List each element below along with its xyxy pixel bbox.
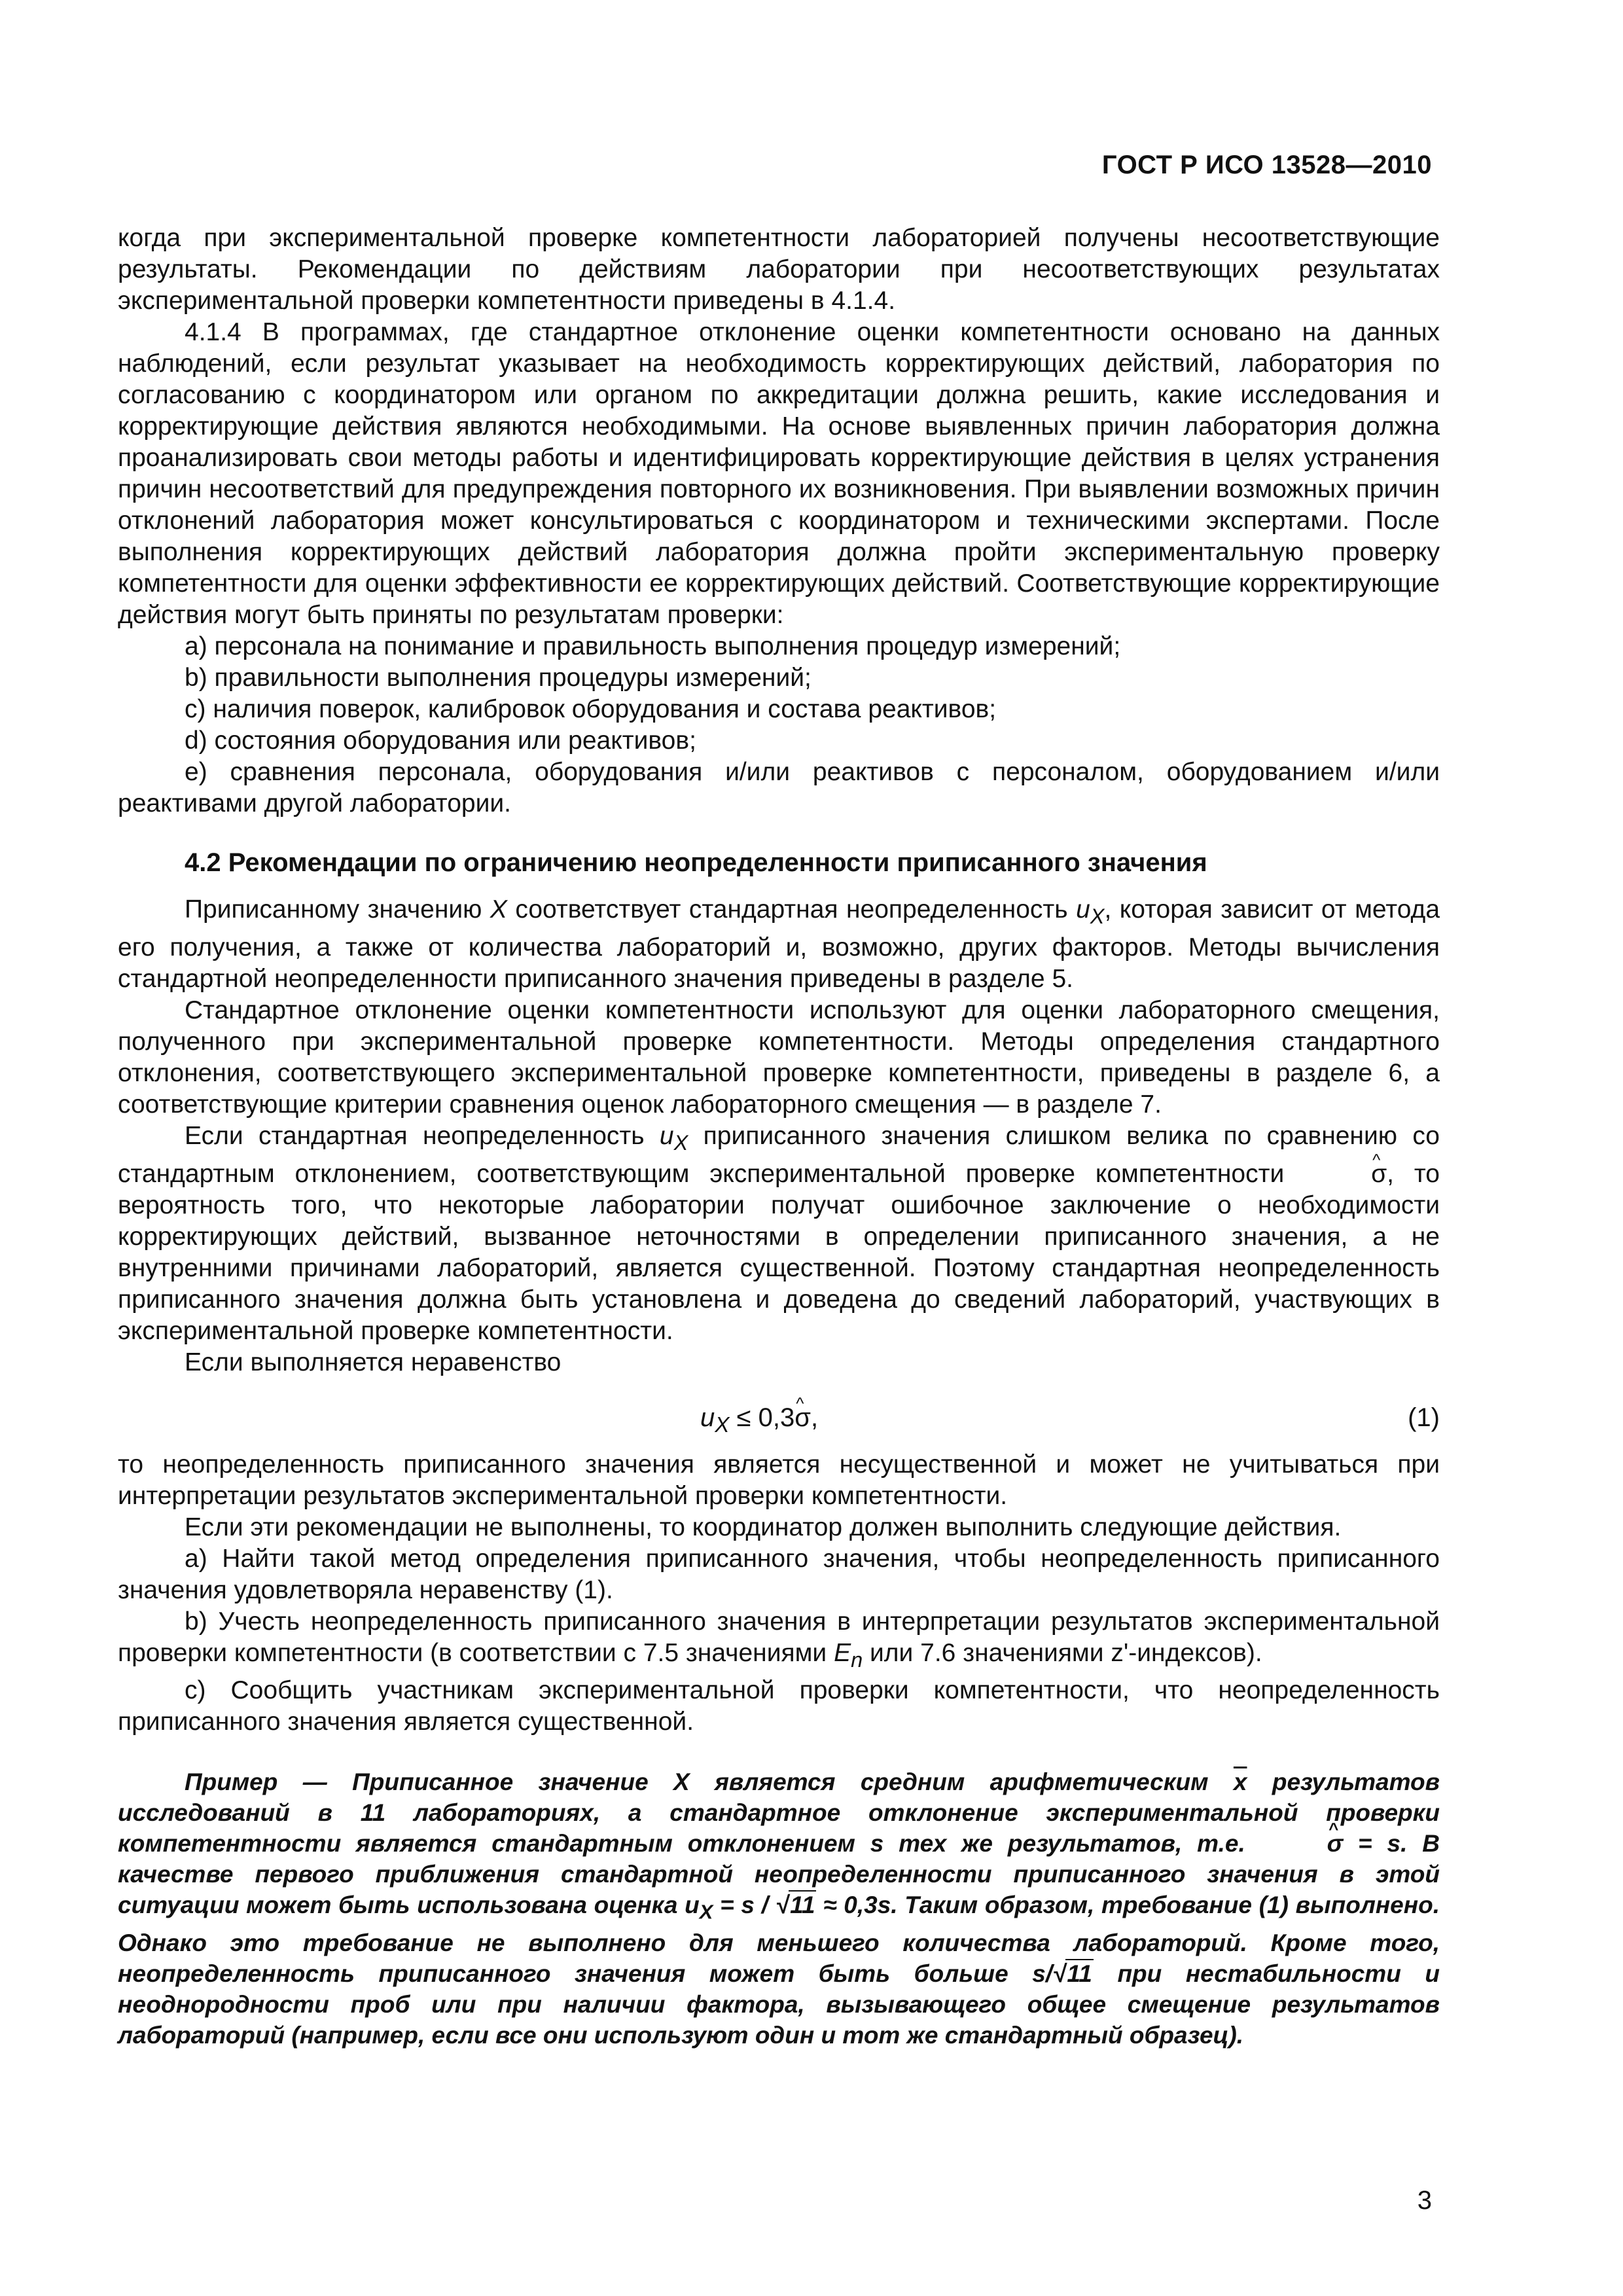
paragraph-actions-intro: Если эти рекомендации не выполнены, то координатор должен выполнить следующие действия. [185,1513,1342,1541]
sqrt-symbol: 11 [790,1892,815,1919]
document-header: ГОСТ Р ИСО 13528—2010 [1101,151,1432,179]
sqrt-symbol: 11 [1067,1960,1092,1987]
x-bar-symbol: $\overline{x}$ [1233,1768,1247,1796]
sigma-hat-symbol: ^ σ, [1304,1158,1394,1190]
action-item-a: a) Найти такой метод определения приписанного значения, чтобы неопределенность приписанного значения удовлетворяла неравенству (1). [118,1544,1440,1604]
page-number: 3 [1417,2186,1432,2215]
paragraph-4-1-4: 4.1.4 В программах, где стандартное отклонение оценки компетентности основано на данных наблюдений, если результат указывает на необходимость корректирующих действий, лаборатория по согласованию с координатором или органом по аккредитации должна решить, какие исследования и корректирующие действия являются необходимыми. На основе выявленных причин лаборатория должна проанализировать свои методы работы и идентифицировать корректирующие действия в целях устранения причин несоответствий для предупреждения повторного их возникновения. При выявлении возможных причин отклонений лаборатория может консультироваться с координатором и техническими экспертами. После выполнения корректирующих действий лаборатория должна пройти экспериментальную проверку компетентности для оценки эффективности ее корректирующих действий. Соответствующие корректирующие действия могут быть приняты по результатам проверки: [118,318,1440,629]
paragraph-uncertainty-large: Если стандартная неопределенность $u_X$ приписанного значения слишком велика по сравнению со стандартным отклонением, соответствующим экспериментальной проверке компетентности ^ σ, то вероятность того, что некоторые лаборатории получат ошибочное заключение о необходимости корректирующих действий, вызванное неточностями в определении приписанного значения, а не внутренними причинами лабораторий, является существенной. Поэтому стандартная неопределенность приписанного значения должна быть установлена и доведена до сведений лабораторий, участвующих в экспериментальной проверке компетентности. [118,1121,1440,1347]
paragraph-inequality-intro: Если выполняется неравенство [185,1348,562,1376]
sigma-hat-symbol: ^ σ [1260,1828,1344,1859]
example-note: Пример — Приписанное значение X является средним арифметическим $\overline{x}$ результатов исследований в 11 лабораториях, а стандартное отклонение экспериментальной проверки компетентности является стандартным отклонением s тех же результатов, т.е. ^ σ = s. В качестве первого приближения стандартной неопределенности приписанного значения в этой ситуации может быть использована оценка $u_X = s / √11 \approx 0,3s$. Таким образом, требование (1) выполнено. Однако это требование не выполнено для меньшего количества лабораторий. Кроме того, неопределенность приписанного значения может быть больше s/√11 при нестабильности и неоднородности проб или при наличии фактора, вызывающего общее смещение результатов лабораторий (например, если все они используют один и тот же стандартный образец). [118,1767,1440,2050]
list-item-e: e) сравнения персонала, оборудования и/или реактивов с персоналом, оборудованием и/или реактивами другой лаборатории. [118,758,1440,817]
formula-1 [118,1393,1440,1444]
section-heading-4-2: 4.2 Рекомендации по ограничению неопределенности приписанного значения [185,848,1207,877]
paragraph-assigned-value: Приписанному значению X соответствует стандартная неопределенность $u_X$, которая зависит от метода его получения, а также от количества лабораторий и, возможно, других факторов. Методы вычисления стандартной неопределенности приписанного значения приведены в разделе 5. [118,895,1440,993]
paragraph-intro: когда при экспериментальной проверке компетентности лабораторией получены несоответствующие результаты. Рекомендации по действиям лаборатории при несоответствующих результатах экспериментальной проверки компетентности приведены в 4.1.4. [118,224,1440,315]
list-item-d: d) состояния оборудования или реактивов; [185,726,696,755]
list-item-c: c) наличия поверок, калибровок оборудования и состава реактивов; [185,695,997,723]
document-body [118,223,1440,2051]
paragraph-insignificant: то неопределенность приписанного значения является несущественной и может не учитываться при интерпретации результатов экспериментальной проверки компетентности. [118,1450,1440,1510]
formula-expression: $u_X$ ≤ 0,3^ σ, [700,1402,818,1441]
formula-number: (1) [1408,1403,1440,1432]
action-item-c: c) Сообщить участникам экспериментальной проверки компетентности, что неопределенность приписанного значения является существенной. [118,1676,1440,1736]
action-item-b: b) Учесть неопределенность приписанного значения в интерпретации результатов экспериментальной проверки компетентности (в соответствии с 7.5 значениями $E_n$ или 7.6 значениями z'-индексов). [118,1607,1440,1672]
list-item-a: a) персонала на понимание и правильность выполнения процедур измерений; [185,632,1121,660]
list-item-b: b) правильности выполнения процедуры измерений; [185,664,812,692]
paragraph-standard-deviation: Стандартное отклонение оценки компетентности используют для оценки лабораторного смещения, полученного при экспериментальной проверке компетентности. Методы определения стандартного отклонения, соответствующего экспериментальной проверке компетентности, приведены в разделе 6, а соответствующие критерии сравнения оценок лабораторного смещения — в разделе 7. [118,996,1440,1119]
